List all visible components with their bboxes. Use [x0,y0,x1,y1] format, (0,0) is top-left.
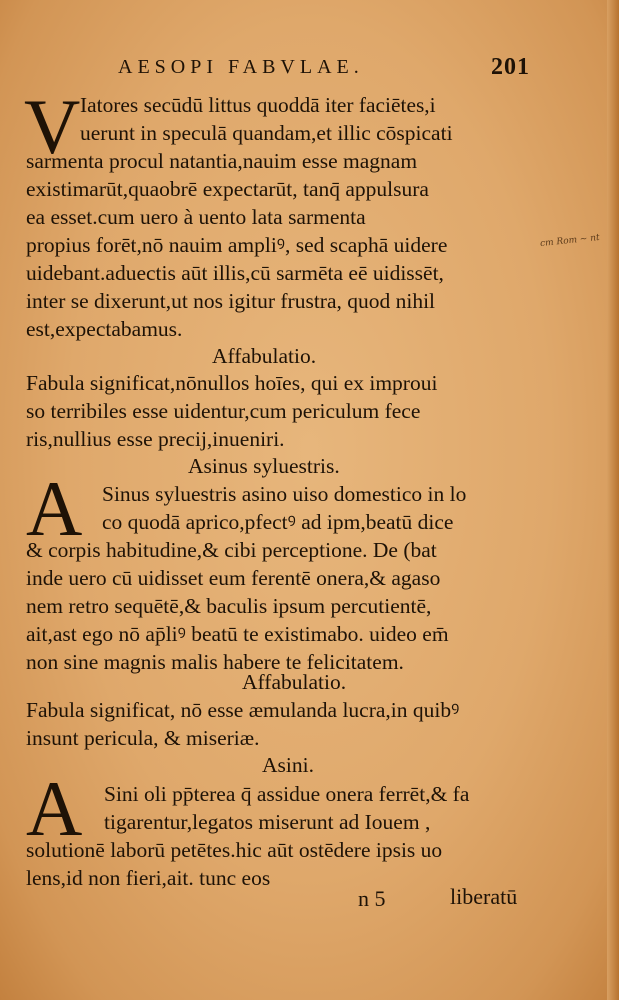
text-line: & corpis habitudine,& cibi perceptione. De (bat [26,538,437,562]
text-line: propius forēt,nō nauim ampliꝰ, sed scaphā uidere [26,233,448,257]
text-line: lens,id non fieri,ait. tunc eos [26,866,271,890]
drop-capital: A [26,765,83,852]
signature-mark: n 5 [358,886,386,911]
text-line: insunt pericula, & miseriæ. [26,726,260,750]
text-line: uidebant.aduectis aūt illis,cū sarmēta eē uidissēt, [26,261,444,285]
text-line: ait,ast ego nō ap̄liꝰ beatū te existimabo. uideo em̄ [26,622,449,646]
page-number: 201 [491,54,530,80]
text-line: sarmenta procul natantia,nauim esse magnam [26,149,418,173]
text-line: tigarentur,legatos miserunt ad Iouem , [104,810,431,834]
text-line: existimarūt,quaobrē expectarūt, tanq̄ appulsura [26,177,429,201]
text-line: co quodā aprico,pfectꝰ ad ipm,beatū dice [102,510,454,534]
text-line: uerunt in speculā quandam,et illic cōspicati [80,121,453,145]
section-heading: Affabulatio. [242,670,347,694]
text-line: solutionē laborū petētes.hic aūt ostēdere ipsis uo [26,838,443,862]
drop-capital: A [26,465,83,552]
text-line: nem retro sequētē,& baculis ipsum percutientē, [26,594,432,618]
text-line: inter se dixerunt,ut nos igitur frustra, quod nihil [26,289,436,313]
fable-title: Asini. [262,753,314,777]
text-line: Sini oli pp̄terea q̄ assidue onera ferrēt,& fa [104,782,470,806]
text-line: Fabula significat, nō esse æmulanda lucra,in quibꝰ [26,698,460,722]
drop-capital: V [24,83,81,170]
text-line: inde uero cū uidisset eum ferentē onera,& agaso [26,566,441,590]
text-line: so terribiles esse uidentur,cum periculum fece [26,399,421,423]
text-line: est,expectabamus. [26,317,183,341]
running-head-title: AESOPI FABVLAE. [118,56,364,78]
text-line: Fabula significat,nōnullos hoīes, qui ex improui [26,371,438,395]
fable-title: Asinus syluestris. [188,454,340,478]
catchword: liberatū [450,884,518,909]
text-line: Sinus syluestris asino uiso domestico in lo [102,482,467,506]
handwritten-marginal-note: cm Rom ~ nt [539,232,601,250]
text-line: ris,nullius esse precij,inueniri. [26,427,285,451]
text-line: ea esset.cum uero à uento lata sarmenta [26,205,366,229]
section-heading: Affabulatio. [212,344,317,368]
page-edge [607,0,619,1000]
text-line: Iatores secūdū littus quoddā iter faciētes,i [80,93,436,117]
text-line: non sine magnis malis habere te felicitatem. [26,650,404,674]
